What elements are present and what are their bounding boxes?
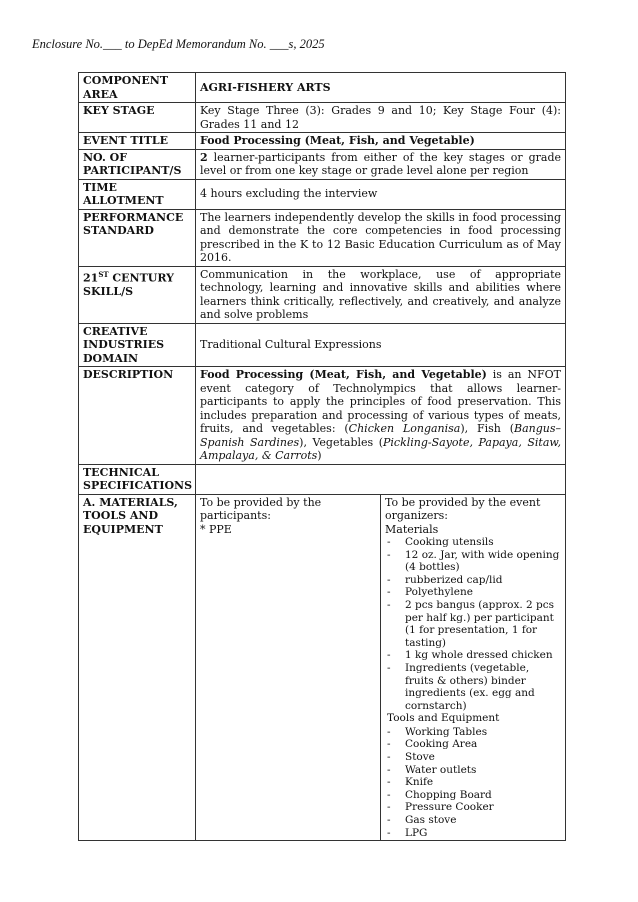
row-participants (79, 149, 566, 179)
list-item: - 2 pcs bangus (approx. 2 pcs per half kg.) per participant (1 for presentation, 1 for tasting) (385, 599, 561, 649)
value-time: 4 hours excluding the interview (196, 179, 566, 209)
materials-head: Materials (385, 522, 439, 536)
list-item: - Gas stove (385, 814, 561, 827)
value-component-area: AGRI-FISHERY ARTS (196, 73, 566, 103)
label-key-stage: KEY STAGE (79, 103, 196, 133)
label-component-area: COMPONENT AREA (79, 73, 196, 103)
desc-text-1: is an NFOT event category of Technolympics that allows learner-participants to apply the principles of food preservation. This includes preparation and processing of various types of meats, fruits, and vegetables: ( (200, 368, 561, 435)
list-item: - Polyethylene (385, 586, 561, 599)
value-participants (196, 149, 566, 179)
list-item: - 12 oz. Jar, with wide opening (4 bottles) (385, 549, 561, 574)
organizers-head: To be provided by the event organizers: (385, 495, 541, 522)
list-item: - Ingredients (vegetable, fruits & others) binder ingredients (ex. egg and cornstarch) (385, 662, 561, 712)
desc-text-2: ), Fish ( (460, 422, 515, 435)
list-item: - Stove (385, 751, 561, 764)
participants-provided (196, 494, 381, 841)
label-event-title: EVENT TITLE (79, 133, 196, 150)
list-item: - Working Tables (385, 726, 561, 739)
label-century-sup: ST (98, 269, 109, 279)
row-description (79, 367, 566, 465)
value-century-skills: Communication in the workplace, use of appropriate technology, learning and innovative skills and abilities where learners think critically, reflectively, and creatively, and analyze and solve problems (196, 266, 566, 323)
desc-text-4: ) (317, 449, 322, 462)
row-time (79, 179, 566, 209)
label-century-text: CENTURY SKILL/S (83, 271, 175, 298)
label-century-skills (79, 266, 196, 323)
list-item: - LPG (385, 827, 561, 840)
desc-italic-1: Chicken Longanisa (348, 422, 461, 435)
desc-text-3: ), Vegetables ( (299, 435, 383, 449)
label-performance: PERFORMANCE STANDARD (79, 209, 196, 266)
value-event-title: Food Processing (Meat, Fish, and Vegetable) (196, 133, 566, 150)
label-time: TIME ALLOTMENT (79, 179, 196, 209)
participant-count: 2 (200, 150, 208, 164)
row-performance (79, 209, 566, 266)
row-event-title (79, 133, 566, 150)
page-header: Enclosure No.___ to DepEd Memorandum No. ___s, 2025 (32, 37, 325, 51)
desc-italic-2: Bangus–Spanish Sardines (200, 422, 562, 449)
value-creative: Traditional Cultural Expressions (196, 323, 566, 367)
label-century-num: 21 (83, 271, 99, 285)
row-creative (79, 323, 566, 367)
value-key-stage: Key Stage Three (3): Grades 9 and 10; Key Stage Four (4): Grades 11 and 12 (196, 103, 566, 133)
materials-list (385, 536, 561, 712)
row-component-area (79, 73, 566, 103)
tools-list (385, 726, 561, 839)
tools-head: Tools and Equipment (387, 712, 500, 725)
list-item: - Cooking Area (385, 738, 561, 751)
desc-title: Food Processing (Meat, Fish, and Vegetable) (200, 368, 487, 381)
label-creative: CREATIVE INDUSTRIES DOMAIN (79, 323, 196, 367)
row-materials (79, 494, 566, 841)
label-participants: NO. OF PARTICIPANT/S (79, 149, 196, 179)
desc-italic-3: Pickling-Sayote, Papaya, Sitaw, Ampalaya, & Carrots (200, 435, 561, 462)
label-description: DESCRIPTION (79, 367, 196, 465)
list-item: - 1 kg whole dressed chicken (385, 649, 561, 662)
value-description (196, 367, 566, 465)
list-item: - Knife (385, 776, 561, 789)
organizers-provided (381, 494, 566, 841)
list-item: - Chopping Board (385, 789, 561, 802)
value-technical (196, 464, 566, 494)
list-item: - rubberized cap/lid (385, 574, 561, 587)
list-item: - Water outlets (385, 764, 561, 777)
row-century-skills (79, 266, 566, 323)
label-materials: A. MATERIALS, TOOLS AND EQUIPMENT (79, 494, 196, 841)
list-item: - Pressure Cooker (385, 801, 561, 814)
participants-head: To be provided by the participants: (200, 495, 322, 522)
list-item: - Cooking utensils (385, 536, 561, 549)
value-performance: The learners independently develop the skills in food processing and demonstrate the core competencies in food processing prescribed in the K to 12 Basic Education Curriculum as of May 2016. (196, 209, 566, 266)
row-technical (79, 464, 566, 494)
row-key-stage (79, 103, 566, 133)
event-spec-table (78, 72, 566, 841)
participants-item: * PPE (200, 522, 232, 536)
label-technical: TECHNICAL SPECIFICATIONS (79, 464, 196, 494)
participant-text: learner-participants from either of the key stages or grade level or from one key stage or grade level alone per region (200, 150, 561, 177)
